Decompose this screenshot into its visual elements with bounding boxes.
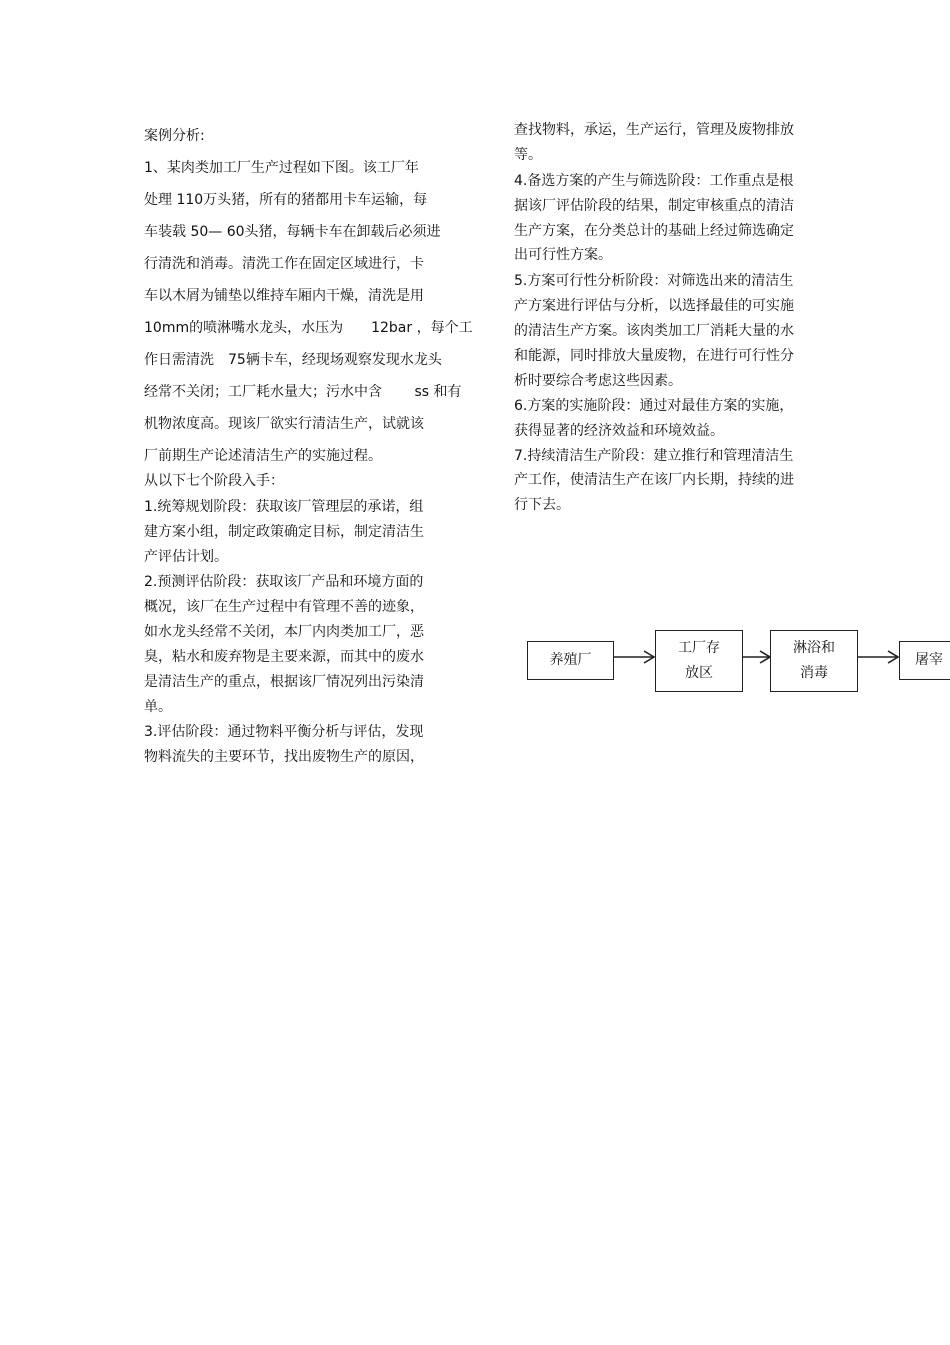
arrow-right-icon bbox=[614, 648, 656, 666]
text-line: 物料流失的主要环节，找出废物生产的原因， bbox=[144, 749, 424, 765]
text-line: 7.持续清洁生产阶段：建立推行和管理清洁生 bbox=[514, 448, 794, 464]
section-title: 案例分析: bbox=[144, 128, 205, 144]
text-line: 1.统筹规划阶段：获取该厂管理层的承诺，组 bbox=[144, 499, 424, 515]
flow-box-label: 放区 bbox=[685, 665, 713, 681]
text-line: 建方案小组，制定政策确定目标，制定清洁生 bbox=[144, 524, 424, 540]
text-line: 作日需清洗 75辆卡车，经现场观察发现水龙头 bbox=[144, 352, 442, 368]
text-line: 经常不关闭；工厂耗水量大；污水中含 ss 和有 bbox=[144, 384, 462, 400]
text-line: 车装载 50— 60头猪，每辆卡车在卸载后必须进 bbox=[144, 224, 441, 240]
flow-box-label: 消毒 bbox=[800, 665, 828, 681]
text-line: 和能源，同时排放大量废物，在进行可行性分 bbox=[514, 348, 794, 364]
text-line: 臭，粘水和废弃物是主要来源，而其中的废水 bbox=[144, 649, 424, 665]
text-line: 行清洗和消毒。清洗工作在固定区域进行，卡 bbox=[144, 256, 424, 272]
text-line: 厂前期生产论述清洁生产的实施过程。 bbox=[144, 448, 382, 464]
text-line: 产工作，使清洁生产在该厂内长期，持续的进 bbox=[514, 472, 794, 488]
text-line: 3.评估阶段：通过物料平衡分析与评估，发现 bbox=[144, 724, 424, 740]
text-line: 6.方案的实施阶段：通过对最佳方案的实施， bbox=[514, 398, 794, 414]
text-line: 是清洁生产的重点，根据该厂情况列出污染清 bbox=[144, 674, 424, 690]
text-line: 查找物料，承运，生产运行，管理及废物排放 bbox=[514, 122, 794, 138]
text-line: 出可行性方案。 bbox=[514, 247, 612, 263]
flow-box-shower-disinfect bbox=[770, 630, 858, 692]
arrow-right-icon bbox=[743, 648, 771, 666]
text-line: 从以下七个阶段入手： bbox=[144, 473, 284, 489]
text-line: 5.方案可行性分析阶段：对筛选出来的清洁生 bbox=[514, 273, 794, 289]
flow-box-label: 屠宰 bbox=[915, 652, 943, 668]
text-line: 获得显著的经济效益和环境效益。 bbox=[514, 423, 724, 439]
text-line: 4.备选方案的产生与筛选阶段：工作重点是根 bbox=[514, 173, 794, 189]
flow-box-label: 淋浴和 bbox=[793, 640, 835, 656]
text-line: 产方案进行评估与分析，以选择最佳的可实施 bbox=[514, 298, 794, 314]
text-line: 机物浓度高。现该厂欲实行清洁生产，试就该 bbox=[144, 416, 424, 432]
flow-box-factory-storage bbox=[655, 630, 743, 692]
arrow-right-icon bbox=[858, 648, 900, 666]
text-line: 如水龙头经常不关闭，本厂内肉类加工厂，恶 bbox=[144, 624, 424, 640]
text-line: 单。 bbox=[144, 699, 172, 715]
text-line: 产评估计划。 bbox=[144, 549, 228, 565]
flow-box-breeding-farm bbox=[527, 641, 614, 680]
text-line: 行下去。 bbox=[514, 497, 570, 513]
flow-box-label: 工厂存 bbox=[678, 640, 720, 656]
flow-box-label: 养殖厂 bbox=[549, 652, 592, 668]
text-line: 析时要综合考虑这些因素。 bbox=[514, 373, 682, 389]
text-line: 处理 110万头猪，所有的猪都用卡车运输，每 bbox=[144, 192, 428, 208]
flow-box-slaughter bbox=[899, 641, 950, 680]
text-line: 10mm的喷淋嘴水龙头，水压为 12bar ，每个工 bbox=[144, 320, 473, 336]
text-line: 等。 bbox=[514, 147, 542, 163]
text-line: 的清洁生产方案。该肉类加工厂消耗大量的水 bbox=[514, 323, 794, 339]
text-line: 2.预测评估阶段：获取该厂产品和环境方面的 bbox=[144, 574, 424, 590]
text-line: 概况，该厂在生产过程中有管理不善的迹象， bbox=[144, 599, 424, 615]
text-line: 1、某肉类加工厂生产过程如下图。该工厂年 bbox=[144, 160, 419, 176]
text-line: 车以木屑为铺垫以维持车厢内干燥，清洗是用 bbox=[144, 288, 424, 304]
text-line: 据该厂评估阶段的结果，制定审核重点的清洁 bbox=[514, 198, 794, 214]
text-line: 生产方案，在分类总计的基础上经过筛选确定 bbox=[514, 223, 794, 239]
